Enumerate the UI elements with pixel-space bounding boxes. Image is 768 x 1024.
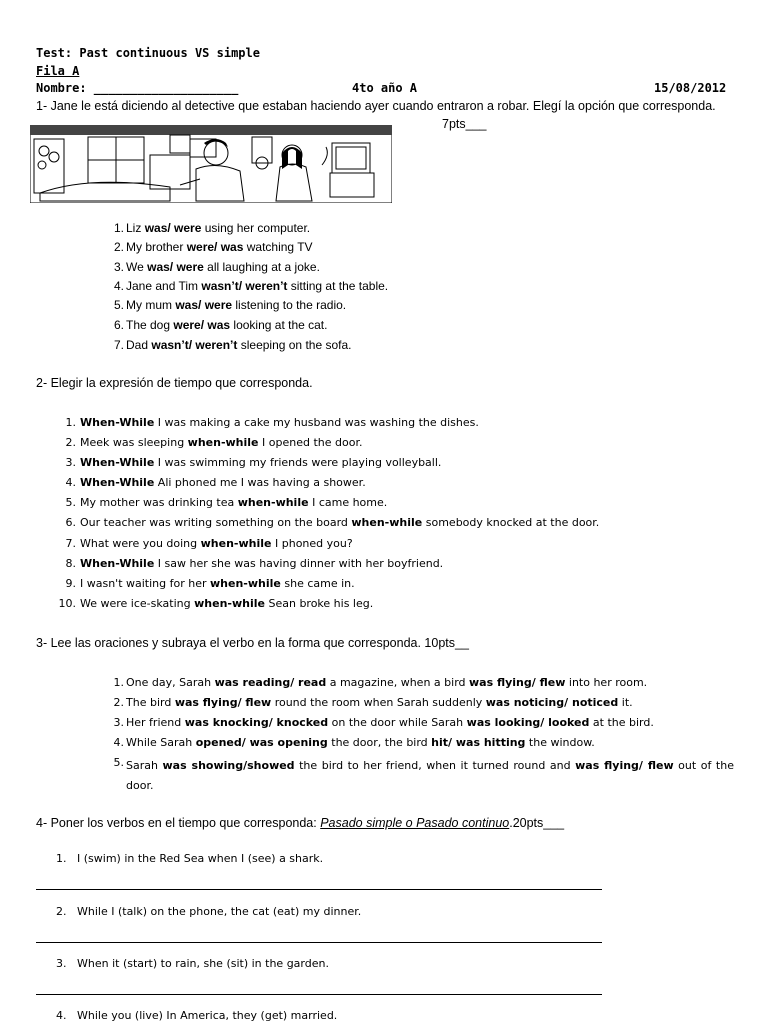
sentence-text: When it (start) to rain, she (sit) in the garden. <box>77 957 329 970</box>
sentence-text: into her room. <box>565 676 648 689</box>
option-choice[interactable]: When-While <box>80 557 155 570</box>
sentence-text: Meek was sleeping <box>80 436 188 449</box>
sentence-text: the window. <box>525 736 595 749</box>
sentence-text: What were you doing <box>80 537 201 550</box>
item-number: 2. <box>113 240 124 254</box>
verb-option[interactable]: was looking/ looked <box>466 716 590 729</box>
sentence-text: One day, Sarah <box>126 676 215 689</box>
sentence-text: Her friend <box>126 716 185 729</box>
sentence-text: it. <box>618 696 633 709</box>
option-choice[interactable]: when-while <box>210 577 281 590</box>
sentence-text: I (swim) in the Red Sea when I (see) a shark. <box>77 852 324 865</box>
nombre-field[interactable]: Nombre: ____________________ <box>36 81 239 95</box>
verb-option[interactable]: was knocking/ knocked <box>184 716 329 729</box>
item-number: 2. <box>113 696 124 709</box>
verb-option[interactable]: was flying/ flew <box>469 676 566 689</box>
sentence-text: the bird to her friend, when it turned round and <box>294 759 576 772</box>
option-choice[interactable]: when-while <box>187 436 259 449</box>
sentence-text: My mum <box>126 298 176 312</box>
sentence-text: Jane and Tim <box>126 279 202 293</box>
item-number: 6. <box>65 516 76 529</box>
item-number: 4. <box>113 736 124 749</box>
item-number: 7. <box>113 338 124 352</box>
sentence-text: We were ice-skating <box>80 597 195 610</box>
item-number: 4. <box>56 1009 67 1022</box>
section4-item <box>56 852 323 865</box>
sentence-text: We <box>126 260 148 274</box>
sentence-text: round the room when Sarah suddenly <box>271 696 486 709</box>
item-number: 3. <box>113 716 124 729</box>
sentence-text: I was swimming my friends were playing volleyball. <box>154 456 442 469</box>
section3-instruction: 3- Lee las oraciones y subraya el verbo en la forma que corresponda. 10pts__ <box>36 636 469 650</box>
sentence-text: out of the door. <box>126 759 734 792</box>
item-number: 1. <box>65 416 76 429</box>
sentence-text: Sean broke his leg. <box>264 597 374 610</box>
option-choice[interactable]: wasn’t/ weren’t <box>151 338 238 352</box>
option-choice[interactable]: was/ were <box>175 298 233 312</box>
item-number: 1. <box>113 676 124 689</box>
option-choice[interactable]: was/ were <box>144 221 202 235</box>
sentence-text: My brother <box>126 240 187 254</box>
item-number: 2. <box>65 436 76 449</box>
sentence-text: looking at the cat. <box>230 318 328 332</box>
sentence-text: somebody knocked at the door. <box>422 516 600 529</box>
sentence-text: While you (live) In America, they (get) married. <box>77 1009 338 1022</box>
item-number: 6. <box>113 318 124 332</box>
sentence-text: I opened the door. <box>258 436 363 449</box>
sentence-text: While Sarah <box>126 736 196 749</box>
item-number: 1. <box>113 221 124 235</box>
sentence-text: a magazine, when a bird <box>326 676 469 689</box>
section4-instruction <box>36 816 564 830</box>
item-number: 2. <box>56 905 67 918</box>
verb-option[interactable]: opened/ was opening <box>195 736 328 749</box>
verb-option[interactable]: was flying/ flew <box>575 759 674 772</box>
sentence-text: sitting at the table. <box>287 279 389 293</box>
sentence-text: Sarah <box>126 759 163 772</box>
sentence-text: sleeping on the sofa. <box>237 338 352 352</box>
section1-points: 7pts___ <box>442 117 487 131</box>
verb-option[interactable]: hit/ was hitting <box>431 736 526 749</box>
sentence-text: at the bird. <box>589 716 654 729</box>
instruction-emphasis: Pasado simple o Pasado continuo <box>320 816 510 830</box>
detective-illustration <box>30 125 392 203</box>
option-choice[interactable]: when-while <box>200 537 272 550</box>
option-choice[interactable]: were/ was <box>173 318 231 332</box>
section4-item <box>56 905 361 918</box>
answer-line[interactable] <box>36 889 602 890</box>
verb-option[interactable]: was flying/ flew <box>174 696 272 709</box>
sentence-text: listening to the radio. <box>232 298 347 312</box>
answer-line[interactable] <box>36 942 602 943</box>
sentence-text: The dog <box>126 318 174 332</box>
item-number: 3. <box>65 456 76 469</box>
option-choice[interactable]: was/ were <box>147 260 204 274</box>
item-number: 3. <box>113 260 124 274</box>
item-number: 5. <box>113 756 124 769</box>
option-choice[interactable]: when-while <box>237 496 309 509</box>
item-number: 8. <box>65 557 76 570</box>
item-number: 10. <box>58 597 76 610</box>
sentence-text: I wasn't waiting for her <box>80 577 211 590</box>
item-number: 5. <box>113 298 124 312</box>
sentence-text: Our teacher was writing something on the board <box>80 516 352 529</box>
fila-label: Fila A <box>36 64 80 78</box>
sentence-text: Ali phoned me I was having a shower. <box>154 476 366 489</box>
verb-option[interactable]: was noticing/ noticed <box>485 696 619 709</box>
option-choice[interactable]: When-While <box>80 456 155 469</box>
sentence-text: I was making a cake my husband was washing the dishes. <box>154 416 479 429</box>
item-number: 9. <box>65 577 76 590</box>
test-title: Test: Past continuous VS simple <box>36 46 260 60</box>
section2-instruction: 2- Elegir la expresión de tiempo que corresponda. <box>36 376 313 390</box>
sentence-text: The bird <box>126 696 175 709</box>
section1-instruction: 1- Jane le está diciendo al detective que estaban haciendo ayer cuando entraron a robar. Elegí la opción que corresponda. <box>36 99 716 113</box>
option-choice[interactable]: were/ was <box>186 240 244 254</box>
item-number: 4. <box>113 279 124 293</box>
section4-item <box>56 957 329 970</box>
section4-item <box>56 1009 337 1022</box>
sentence-text: on the door while Sarah <box>328 716 467 729</box>
option-choice[interactable]: When-While <box>80 416 155 429</box>
sentence-text: Dad <box>126 338 152 352</box>
sentence-text: watching TV <box>243 240 313 254</box>
sentence-text: My mother was drinking tea <box>80 496 238 509</box>
item-number: 7. <box>65 537 76 550</box>
sentence-text: I saw her she was having dinner with her boyfriend. <box>154 557 444 570</box>
answer-line[interactable] <box>36 994 602 995</box>
sentence-text: Liz <box>126 221 145 235</box>
option-choice[interactable]: when-while <box>351 516 423 529</box>
instruction-text: 4- Poner los verbos en el tiempo que corresponda: <box>36 816 321 830</box>
verb-option[interactable]: was showing/showed <box>162 759 295 772</box>
item-number: 3. <box>56 957 67 970</box>
date-label: 15/08/2012 <box>654 81 727 95</box>
option-choice[interactable]: wasn’t/ weren’t <box>201 279 288 293</box>
sentence-text: I phoned you? <box>271 537 353 550</box>
sentence-text: While I (talk) on the phone, the cat (eat) my dinner. <box>77 905 362 918</box>
instruction-points: .20pts___ <box>509 816 565 830</box>
item-number: 4. <box>65 476 76 489</box>
sentence-text: the door, the bird <box>327 736 432 749</box>
sentence-text: all laughing at a joke. <box>203 260 320 274</box>
item-number: 5. <box>65 496 76 509</box>
item-number: 1. <box>56 852 67 865</box>
sentence-text: she came in. <box>280 577 355 590</box>
option-choice[interactable]: when-while <box>194 597 265 610</box>
verb-option[interactable]: was reading/ read <box>214 676 327 689</box>
sentence-text: I came home. <box>308 496 388 509</box>
option-choice[interactable]: When-While <box>80 476 155 489</box>
sentence-text: using her computer. <box>201 221 311 235</box>
grade-label: 4to año A <box>352 81 418 95</box>
